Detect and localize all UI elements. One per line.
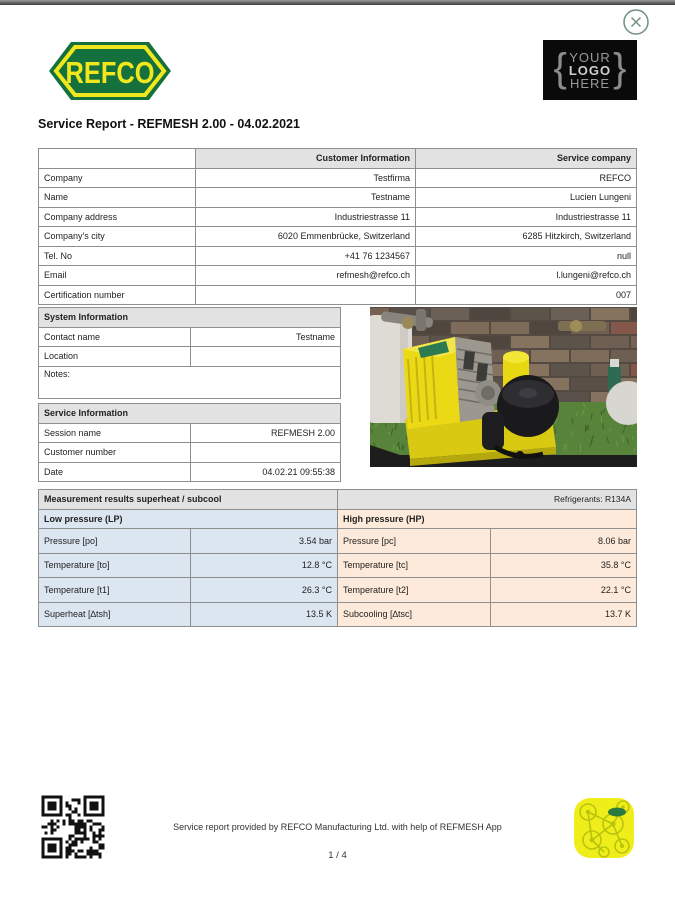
table-cell: Superheat [∆tsh] bbox=[39, 602, 191, 627]
table-cell: l.lungeni@refco.ch bbox=[416, 266, 637, 286]
customer-service-table bbox=[38, 148, 637, 305]
table-row bbox=[39, 227, 637, 247]
table-cell: Lucien Lungeni bbox=[416, 188, 637, 208]
system-information-table bbox=[38, 307, 341, 399]
table-cell: 26.3 °C bbox=[191, 578, 338, 603]
table-row bbox=[39, 578, 637, 603]
service-information-header: Service Information bbox=[39, 404, 341, 424]
notes-label: Notes: bbox=[39, 366, 341, 398]
table-row bbox=[39, 462, 341, 482]
table-header-row bbox=[39, 149, 637, 169]
close-icon bbox=[622, 8, 650, 36]
table-cell: Subcooling [∆tsc] bbox=[338, 602, 491, 627]
table-row bbox=[39, 443, 341, 463]
logo-placeholder-line: LOGO bbox=[568, 62, 612, 78]
service-information-table bbox=[38, 403, 341, 482]
table-header-row bbox=[39, 490, 637, 510]
table-cell: 04.02.21 09:55:38 bbox=[191, 462, 341, 482]
table-cell: Testfirma bbox=[196, 168, 416, 188]
footer-provided-by: Service report provided by REFCO Manufacturing Ltd. with help of REFMESH App bbox=[173, 822, 502, 832]
table-cell: 35.8 °C bbox=[491, 553, 637, 578]
table-subheader-row bbox=[39, 509, 637, 529]
table-cell: 6285 Hitzkirch, Switzerland bbox=[416, 227, 637, 247]
window-top-bar bbox=[0, 0, 675, 5]
table-cell: Tel. No bbox=[39, 246, 196, 266]
table-cell: +41 76 1234567 bbox=[196, 246, 416, 266]
table-cell: REFCO bbox=[416, 168, 637, 188]
service-company-header: Service company bbox=[416, 149, 637, 169]
table-cell: Certification number bbox=[39, 285, 196, 305]
table-cell: Industriestrasse 11 bbox=[196, 207, 416, 227]
table-cell: null bbox=[416, 246, 637, 266]
low-pressure-header: Low pressure (LP) bbox=[39, 509, 338, 529]
table-row bbox=[39, 327, 341, 347]
table-cell: 13.7 K bbox=[491, 602, 637, 627]
table-cell: 12.8 °C bbox=[191, 553, 338, 578]
table-cell: refmesh@refco.ch bbox=[196, 266, 416, 286]
table-cell: Temperature [tc] bbox=[338, 553, 491, 578]
logo-placeholder-line: YOUR bbox=[569, 49, 611, 65]
high-pressure-header: High pressure (HP) bbox=[338, 509, 637, 529]
table-cell: Testname bbox=[191, 327, 341, 347]
table-cell: Location bbox=[39, 347, 191, 367]
table-cell: Testname bbox=[196, 188, 416, 208]
refco-badge-icon bbox=[608, 808, 626, 817]
measurement-results-table bbox=[38, 489, 637, 627]
close-button[interactable] bbox=[622, 8, 650, 36]
refrigerant-label: Refrigerants: R134A bbox=[338, 490, 637, 510]
table-cell: Pressure [po] bbox=[39, 529, 191, 554]
table-row bbox=[39, 423, 341, 443]
refco-logo bbox=[45, 38, 175, 104]
table-cell: 13.5 K bbox=[191, 602, 338, 627]
table-cell: Name bbox=[39, 188, 196, 208]
system-information-header: System Information bbox=[39, 308, 341, 328]
empty-header-cell bbox=[39, 149, 196, 169]
table-cell: Customer number bbox=[39, 443, 191, 463]
customer-logo-placeholder bbox=[543, 40, 637, 100]
table-row bbox=[39, 207, 637, 227]
logo-placeholder-line: HERE bbox=[569, 75, 611, 91]
table-row bbox=[39, 529, 637, 554]
table-cell: 8.06 bar bbox=[491, 529, 637, 554]
customer-information-header: Customer Information bbox=[196, 149, 416, 169]
table-cell: Temperature [to] bbox=[39, 553, 191, 578]
table-cell: Contact name bbox=[39, 327, 191, 347]
table-row bbox=[39, 188, 637, 208]
table-row bbox=[39, 266, 637, 286]
refco-hexagon-logo-icon bbox=[45, 38, 175, 104]
table-cell: Temperature [t1] bbox=[39, 578, 191, 603]
table-cell: 007 bbox=[416, 285, 637, 305]
table-row bbox=[39, 347, 341, 367]
page-number: 1 / 4 bbox=[328, 850, 347, 861]
table-cell: Company's city bbox=[39, 227, 196, 247]
refmesh-app-icon bbox=[573, 797, 635, 859]
table-header-row bbox=[39, 308, 341, 328]
table-cell: Date bbox=[39, 462, 191, 482]
table-header-row bbox=[39, 404, 341, 424]
equipment-photo bbox=[370, 307, 637, 467]
table-cell: REFMESH 2.00 bbox=[191, 423, 341, 443]
table-cell: Industriestrasse 11 bbox=[416, 207, 637, 227]
svg-text:REFCO: REFCO bbox=[65, 55, 155, 91]
close-brace: } bbox=[613, 46, 627, 90]
measurement-title: Measurement results superheat / subcool bbox=[39, 490, 338, 510]
table-row bbox=[39, 553, 637, 578]
table-cell: 3.54 bar bbox=[191, 529, 338, 554]
table-row bbox=[39, 246, 637, 266]
table-cell: Temperature [t2] bbox=[338, 578, 491, 603]
table-row bbox=[39, 168, 637, 188]
table-cell: Pressure [pc] bbox=[338, 529, 491, 554]
table-cell: Company bbox=[39, 168, 196, 188]
open-brace: { bbox=[553, 46, 567, 90]
report-title: Service Report - REFMESH 2.00 - 04.02.2021 bbox=[38, 117, 300, 131]
notes-row bbox=[39, 366, 341, 398]
table-row bbox=[39, 285, 637, 305]
table-cell bbox=[191, 443, 341, 463]
table-cell: Session name bbox=[39, 423, 191, 443]
table-row bbox=[39, 602, 637, 627]
table-cell: 22.1 °C bbox=[491, 578, 637, 603]
table-cell bbox=[191, 347, 341, 367]
table-cell: Company address bbox=[39, 207, 196, 227]
table-cell bbox=[196, 285, 416, 305]
table-cell: Email bbox=[39, 266, 196, 286]
table-cell: 6020 Emmenbrücke, Switzerland bbox=[196, 227, 416, 247]
